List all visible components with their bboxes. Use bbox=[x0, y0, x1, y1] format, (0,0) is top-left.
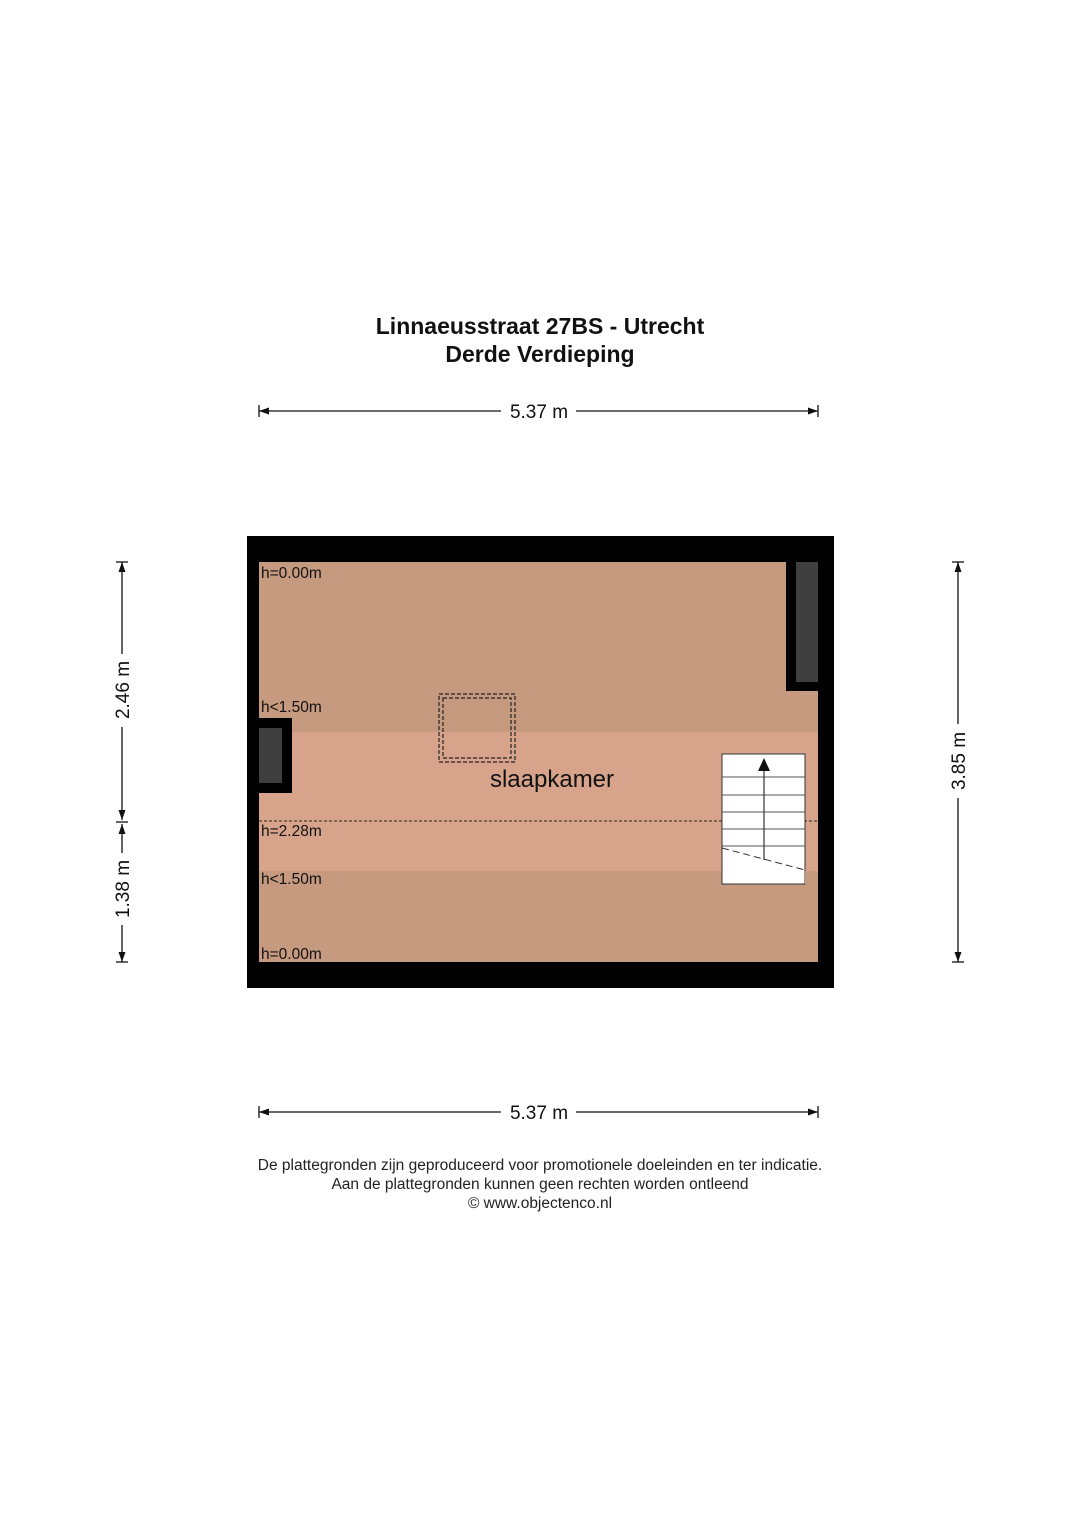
dimension-label: 1.38 m bbox=[113, 859, 134, 919]
sloped-zone-upper bbox=[259, 562, 818, 732]
arrow-right-icon bbox=[808, 408, 818, 415]
staircase bbox=[722, 754, 818, 884]
arrow-up-icon bbox=[119, 562, 126, 572]
dimension-label: 5.37 m bbox=[509, 1103, 569, 1124]
height-label-bottom: h=0.00m bbox=[261, 946, 322, 963]
copyright-line: © www.objectenco.nl bbox=[467, 1195, 613, 1212]
dimension-label: 5.37 m bbox=[509, 402, 569, 423]
disclaimer-line-2: Aan de plattegronden kunnen geen rechten worden ontleend bbox=[331, 1176, 749, 1193]
floor-title: Derde Verdieping bbox=[445, 341, 635, 367]
sloped-zone-lower bbox=[259, 871, 818, 962]
height-label-upper-mid: h<1.50m bbox=[261, 699, 322, 716]
plan-title: Linnaeusstraat 27BS - Utrecht bbox=[375, 313, 705, 339]
arrow-down-icon bbox=[119, 810, 126, 820]
arrow-left-icon bbox=[259, 1109, 269, 1116]
arrow-down-icon bbox=[955, 952, 962, 962]
height-label-ridge: h=2.28m bbox=[261, 823, 322, 840]
dimension-label: 3.85 m bbox=[949, 731, 970, 791]
disclaimer-line-1: De plattegronden zijn geproduceerd voor promotionele doeleinden en ter indicatie. bbox=[257, 1157, 823, 1174]
dimension-left-upper bbox=[113, 562, 134, 820]
dimension-left-lower bbox=[113, 822, 134, 962]
chimney-left-flue bbox=[259, 728, 282, 783]
arrow-down-icon bbox=[119, 952, 126, 962]
dimension-right-height bbox=[949, 562, 970, 962]
dimension-label: 2.46 m bbox=[113, 660, 134, 720]
arrow-up-icon bbox=[955, 562, 962, 572]
arrow-up-icon bbox=[119, 824, 126, 834]
dimension-top-width bbox=[259, 402, 818, 423]
chimney-right-flue bbox=[796, 562, 818, 682]
room-name: slaapkamer bbox=[489, 766, 615, 793]
arrow-left-icon bbox=[259, 408, 269, 415]
height-label-lower-mid: h<1.50m bbox=[261, 871, 322, 888]
height-label-top: h=0.00m bbox=[261, 565, 322, 582]
dimension-bottom-width bbox=[259, 1103, 818, 1124]
arrow-right-icon bbox=[808, 1109, 818, 1116]
